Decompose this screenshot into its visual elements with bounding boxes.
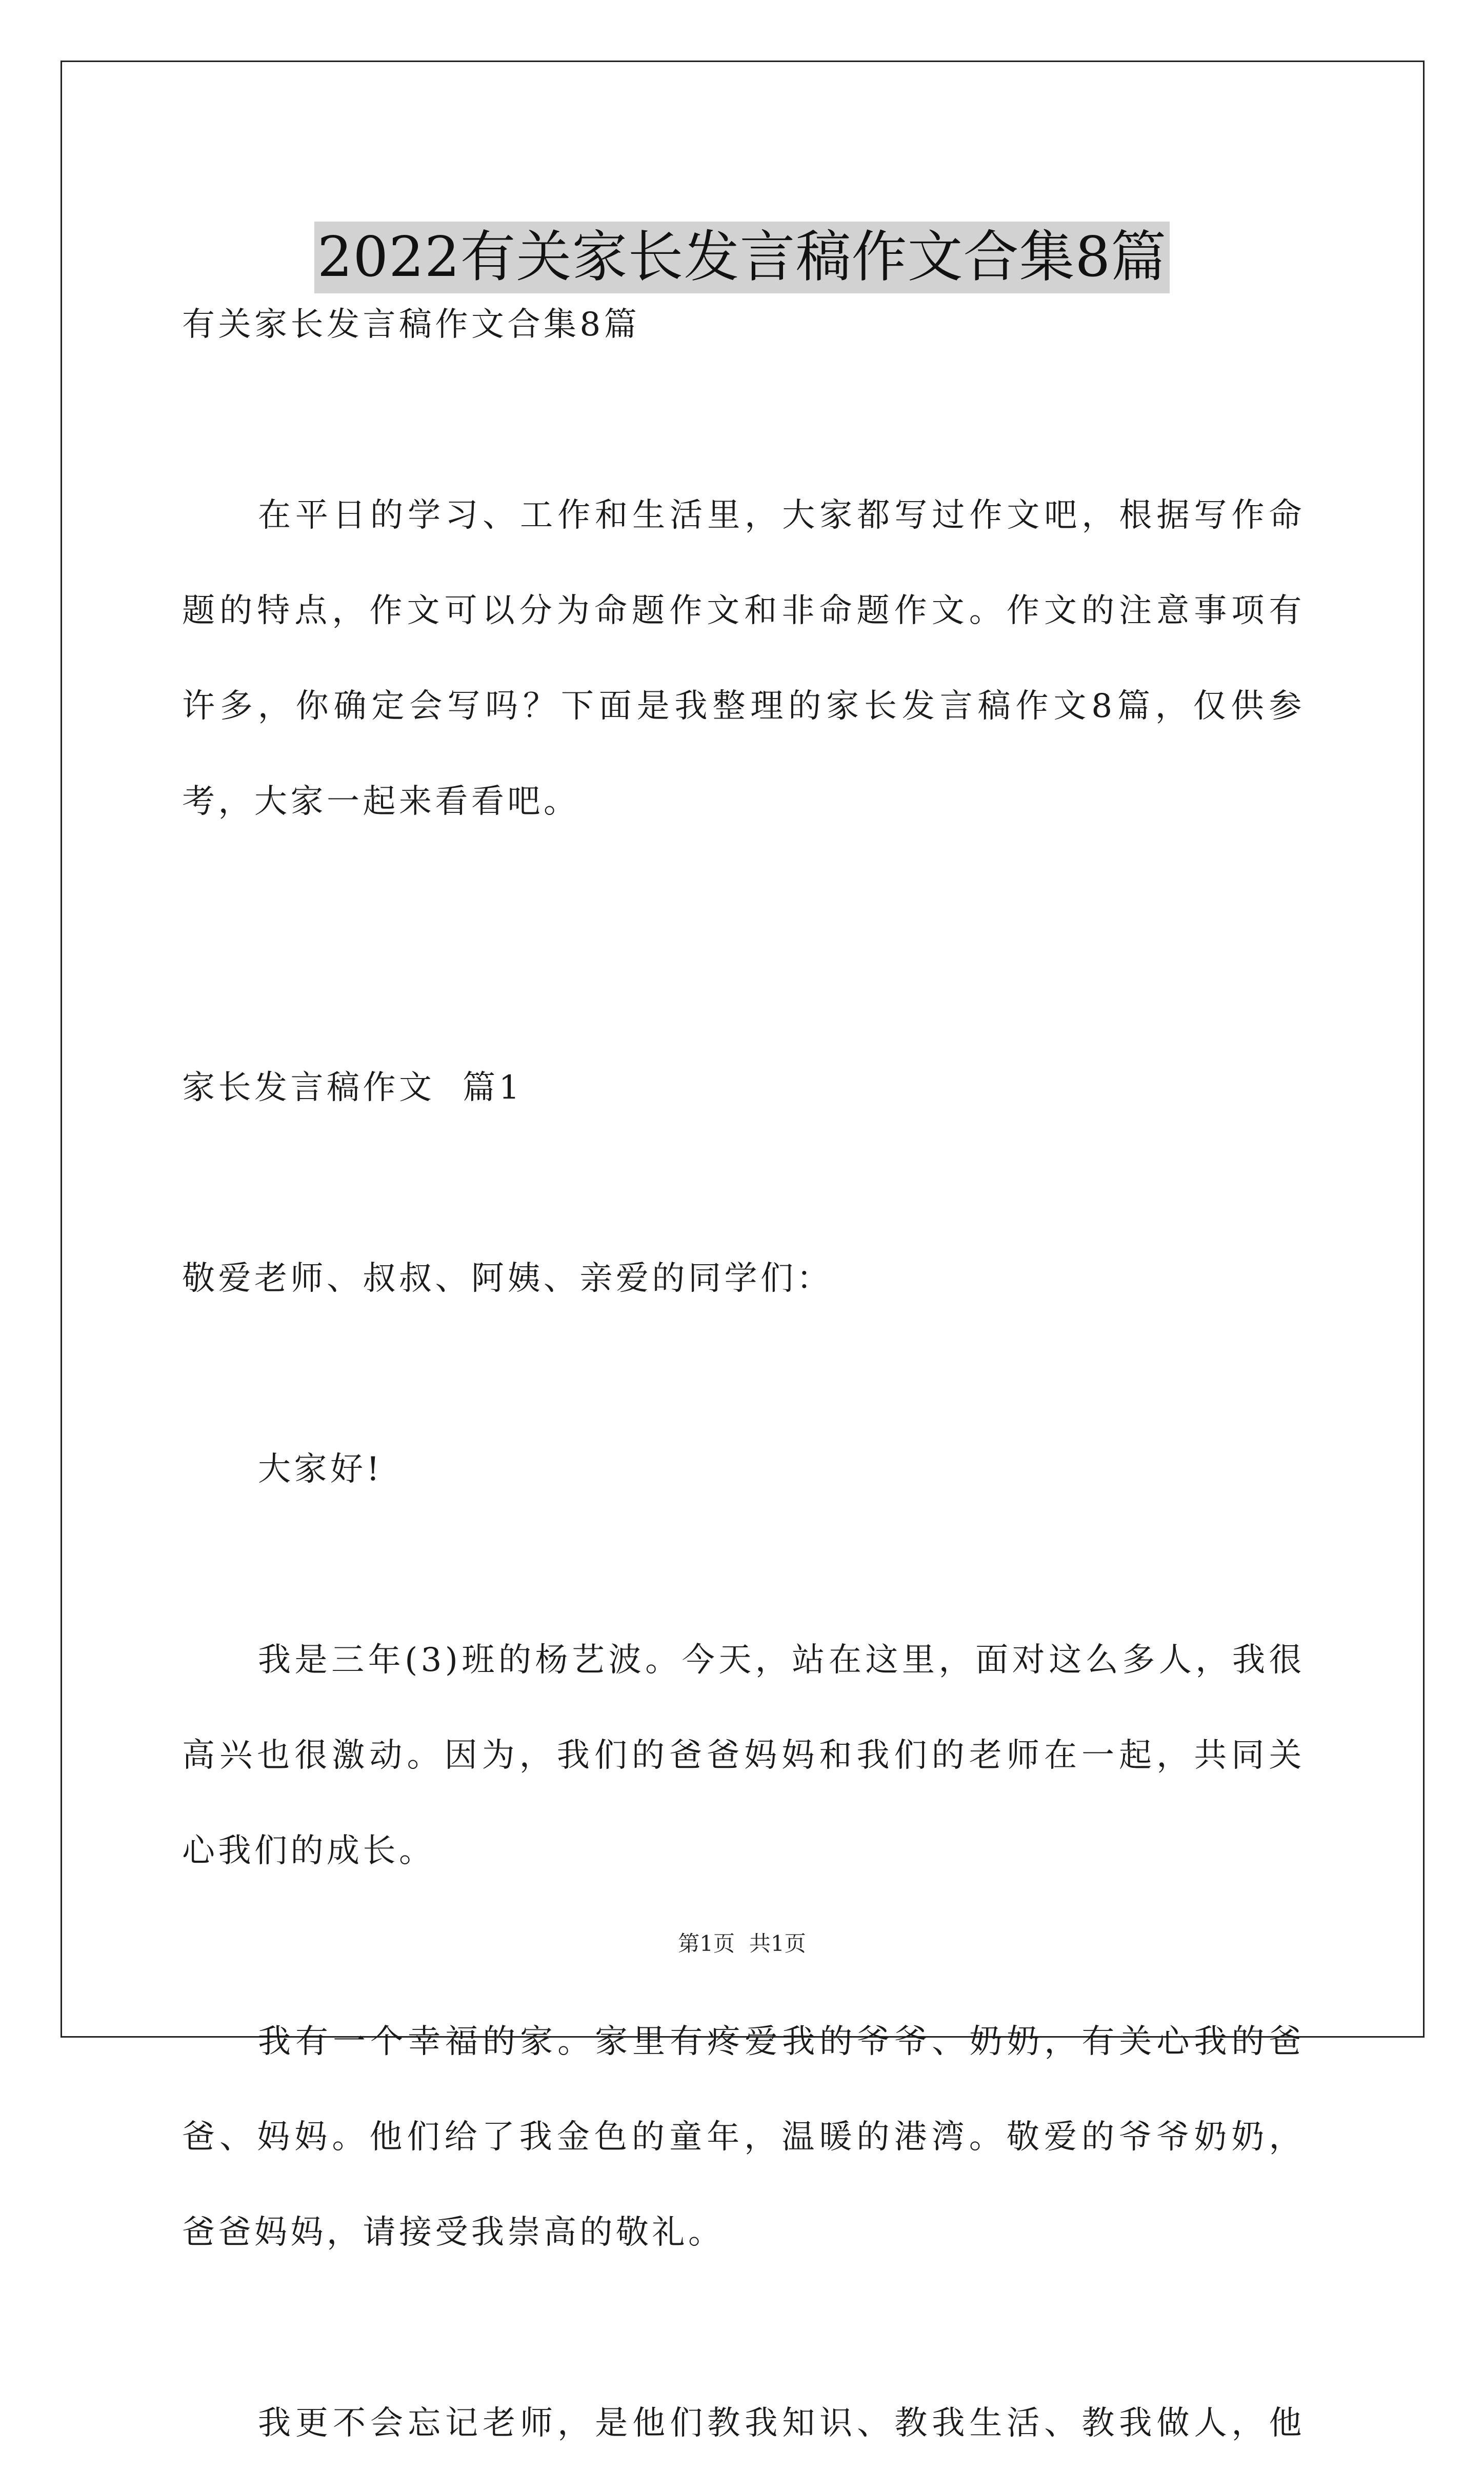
- paragraph-line: 我有一个幸福的家。家里有疼爱我的爷爷、奶奶，有关心我的爸: [258, 2023, 1305, 2061]
- paragraph-line: 我更不会忘记老师，是他们教我知识、教我生活、教我做人，他: [258, 2404, 1305, 2442]
- document-body: [182, 277, 1305, 2471]
- spacer: [182, 945, 1305, 1040]
- paragraph-line: 爸、妈妈。他们给了我金色的童年，温暖的港湾。敬爱的爷爷奶奶，: [182, 2118, 1305, 2156]
- page-number-total: 共1页: [749, 1931, 806, 1956]
- spacer: [182, 2280, 1305, 2376]
- page-number-current: 第1页: [678, 1931, 735, 1956]
- intro-line: 许多，你确定会写吗？下面是我整理的家长发言稿作文8篇，仅供参: [182, 687, 1305, 725]
- intro-line: 考，大家一起来看看吧。: [182, 783, 580, 821]
- greeting: 大家好!: [258, 1450, 383, 1488]
- document-title: 2022有关家长发言稿作文合集8篇: [314, 222, 1170, 293]
- salutation: 敬爱老师、叔叔、阿姨、亲爱的同学们：: [182, 1260, 833, 1298]
- spacer: [182, 849, 1305, 945]
- spacer: [182, 1135, 1305, 1231]
- spacer: [182, 1326, 1305, 1422]
- intro-line: 题的特点，作文可以分为命题作文和非命题作文。作文的注意事项有: [182, 592, 1305, 630]
- paragraph-line: 爸爸妈妈，请接受我崇高的敬礼。: [182, 2214, 725, 2251]
- intro-line: 在平日的学习、工作和生活里，大家都写过作文吧，根据写作命: [258, 496, 1305, 534]
- document-subtitle: 有关家长发言稿作文合集8篇: [182, 306, 640, 344]
- page-footer: [0, 1928, 1484, 1959]
- paragraph-line: 高兴也很激动。因为，我们的爸爸妈妈和我们的老师在一起，共同关: [182, 1737, 1305, 1775]
- spacer: [182, 372, 1305, 468]
- paragraph-line: 我是三年(3)班的杨艺波。今天，站在这里，面对这么多人，我很: [258, 1641, 1305, 1679]
- paragraph-line: 心我们的成长。: [182, 1832, 435, 1870]
- section-heading: 家长发言稿作文 篇1: [182, 1069, 523, 1107]
- spacer: [182, 1517, 1305, 1612]
